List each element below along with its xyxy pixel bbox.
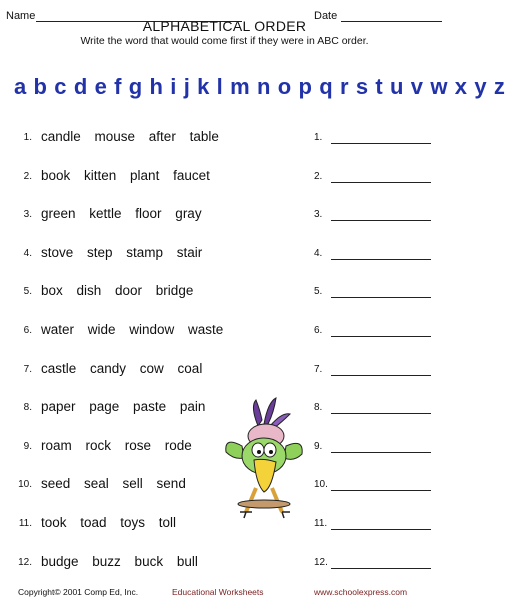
answer-blank[interactable]	[331, 220, 431, 221]
answer-number: 4.	[314, 248, 323, 259]
word-list: took toad toys toll	[41, 515, 177, 530]
answer-number: 10.	[314, 479, 328, 490]
row-number: 2.	[23, 171, 32, 182]
answer-blank[interactable]	[331, 490, 431, 491]
row-number: 5.	[23, 286, 32, 297]
row-number: 6.	[23, 325, 32, 336]
answer-number: 12.	[314, 557, 328, 568]
answer-blank[interactable]	[331, 297, 431, 298]
answer-number: 7.	[314, 364, 323, 375]
answer-blank[interactable]	[331, 336, 431, 337]
row-number: 8.	[23, 402, 32, 413]
word-list: water wide window waste	[41, 322, 224, 337]
website-link[interactable]: www.schoolexpress.com	[314, 587, 408, 597]
answer-blank[interactable]	[331, 413, 431, 414]
answer-number: 6.	[314, 325, 323, 336]
row-number: 9.	[23, 441, 32, 452]
word-list: roam rock rose rode	[41, 438, 192, 453]
row-number: 3.	[23, 209, 32, 220]
worksheet-title: ALPHABETICAL ORDER	[142, 18, 307, 34]
row-number: 4.	[23, 248, 32, 259]
row-number: 1.	[23, 132, 32, 143]
row-number: 7.	[23, 364, 32, 375]
answer-number: 2.	[314, 171, 323, 182]
instructions: Write the word that would come first if they were in ABC order.	[80, 35, 369, 47]
answer-number: 3.	[314, 209, 323, 220]
word-list: book kitten plant faucet	[41, 168, 210, 183]
word-list: paper page paste pain	[41, 399, 206, 414]
word-list: stove step stamp stair	[41, 245, 203, 260]
word-list: seed seal sell send	[41, 476, 186, 491]
cartoon-bird-illustration	[220, 396, 306, 520]
row-number: 11.	[18, 518, 32, 529]
row-number: 10.	[18, 479, 32, 490]
alphabet-strip: a b c d e f g h i j k l m n o p q r s t u v w x y z	[14, 74, 505, 99]
name-label: Name	[6, 10, 36, 22]
answer-blank[interactable]	[331, 259, 431, 260]
row-number: 12.	[18, 557, 32, 568]
word-list: candle mouse after table	[41, 129, 219, 144]
word-list: castle candy cow coal	[41, 361, 203, 376]
word-list: box dish door bridge	[41, 283, 194, 298]
date-label: Date	[314, 10, 338, 22]
answer-number: 1.	[314, 132, 323, 143]
copyright-text: Copyright© 2001 Comp Ed, Inc.	[18, 587, 139, 597]
answer-blank[interactable]	[331, 375, 431, 376]
answer-blank[interactable]	[331, 182, 431, 183]
answer-number: 11.	[314, 518, 328, 529]
answer-number: 5.	[314, 286, 323, 297]
word-list: green kettle floor gray	[41, 206, 202, 221]
answer-blank[interactable]	[331, 568, 431, 569]
brand-text: Educational Worksheets	[172, 587, 264, 597]
answer-blank[interactable]	[331, 143, 431, 144]
answer-blank[interactable]	[331, 529, 431, 530]
word-list: budge buzz buck bull	[41, 554, 198, 569]
answer-number: 9.	[314, 441, 323, 452]
answer-number: 8.	[314, 402, 323, 413]
answer-blank[interactable]	[331, 452, 431, 453]
